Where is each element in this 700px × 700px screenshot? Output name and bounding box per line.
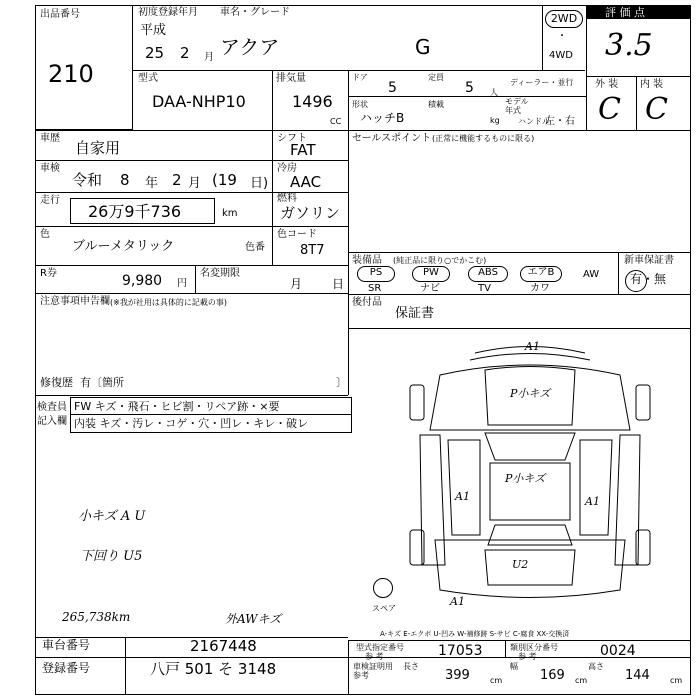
ext-value: C [598,92,621,127]
height-label: 高さ [588,662,604,671]
score-divider-h [586,76,691,77]
hand-note-1: 小キズ A U [78,509,146,524]
designation-divider [505,640,506,657]
color-label: 色 [40,229,50,240]
score-label: 評 価 点 [605,6,645,19]
model-label: 車名・グレード [220,7,290,18]
left-block-divider [272,130,273,265]
dealer-label: ディーラー・並行 [510,78,574,87]
notes-bottom [35,395,348,396]
equip-airbag: エアB [520,266,562,282]
sales-point-label: セールスポイント [352,133,432,144]
inspection-era: 令和 [72,171,103,189]
inspector-mid [70,414,352,415]
equip-navi: ナビ [420,283,440,294]
length-value: 399 [445,668,470,683]
notes-label: 注意事項申告欄 [40,296,110,307]
inspection-bottom [35,192,348,193]
inspection-year-unit: 年 [145,176,159,191]
door-value: 5 [388,80,397,96]
hand-note-2: 下回り U5 [80,549,143,564]
height-unit: cm [670,676,683,685]
ext-label: 外 装 [595,79,619,90]
width-label: 幅 [510,662,518,671]
warranty-value: 有・無 [630,272,667,286]
equip-ps: PS [357,266,395,282]
door-label: ドア [352,73,368,82]
mileage-unit: km [222,208,238,219]
warranty-divider [618,252,619,294]
reg-era: 平成 [140,23,167,38]
notes-note: (※我が社用は具体的に記載の事) [110,298,227,307]
int-label: 内 装 [640,79,664,90]
color-num-label: 色番 [245,242,265,253]
equip-pw: PW [412,266,450,282]
name-change-day: 日 [332,277,345,291]
color-code: 8T7 [300,243,325,258]
plate-value: 八戸 501 そ 3148 [150,660,277,678]
warranty-circle [625,270,647,292]
repair-label: 修復歴 [40,376,73,389]
aircon-label: 冷房 [277,163,297,174]
equipment-note: (純正品に限り○でかこむ) [393,256,487,265]
drive-divider [542,5,543,70]
dims-label: 車検証明用 参考 [353,662,393,680]
score-value: 3.5 [605,28,653,63]
inspection-day-unit: 日) [250,176,269,191]
cond-divider [636,76,637,130]
history-value: 自家用 [75,139,121,157]
recycle-unit: 円 [177,278,187,289]
model-year-label: モデル 年式 [505,97,529,115]
repair-value: 有〔箇所 [80,376,124,389]
inspector-label-1: 検査員 [37,402,67,413]
name-change-month: 月 [290,277,303,291]
equipment-bottom [348,294,691,295]
equip-aw: AW [583,269,600,280]
inspection-label: 車検 [40,163,60,174]
cc-value: 1496 [292,92,333,111]
map-hood-note: P小キズ [510,387,551,400]
model-grade: G [415,35,431,59]
map-front-note: A1 [525,340,540,353]
recycle-value: 9,980 [122,273,163,289]
damage-legend: A-キズ E-エクボ U-凹み W-補修跡 S-サビ C-腐食 XX-交換済 [380,630,570,638]
mileage-bottom [35,226,348,227]
map-right-note: A1 [585,495,600,508]
drive-dot: ・ [557,31,567,42]
capacity-value: 5 [465,80,474,96]
chassis-divider [125,637,126,695]
type-divider [272,70,273,130]
category-value: 0024 [600,643,636,659]
reg-year-label: 初度登録年月 [138,7,198,18]
cc-unit: CC [330,117,342,126]
history-label: 車歴 [40,133,60,144]
inspection-day: (19 [212,171,237,189]
mileage-box [70,198,215,224]
load-unit: kg [490,116,500,125]
repair-close: 〕 [336,376,347,389]
int-value: C [645,92,668,127]
shape-value: ハッチB [360,111,405,125]
mileage-value: 26万9千736 [88,202,182,221]
reg-year: 25 [145,44,165,62]
fuel-value: ガソリン [280,204,341,222]
inspector-row-1: FW キズ・飛石・ヒビ割・リペア跡・×要 [74,400,280,413]
row2-mid [348,96,586,97]
inspection-year: 8 [120,171,130,189]
hand-note-4: 外AWキズ [225,612,282,626]
row2-bottom [35,130,691,131]
row1-divider [133,70,585,71]
drive-2wd: 2WD [545,10,583,28]
width-value: 169 [540,668,565,683]
category-label: 類別区分番号 [510,643,558,652]
lot-number: 210 [48,60,94,88]
mileage-label: 走行 [40,195,60,206]
equipment-label: 装備品 [352,255,382,266]
type-value: DAA-NHP10 [152,92,246,111]
attach-bottom [348,328,691,329]
equip-sr: SR [368,283,382,294]
lot-label: 出品番号 [40,9,80,20]
fuel-label: 燃料 [277,193,297,204]
hand-note-3: 265,738km [62,610,131,624]
warranty-label: 新車保証書 [624,255,674,266]
spare-label: スペア [372,604,396,613]
inspection-month-unit: 月 [188,176,202,191]
equip-tv: TV [478,283,491,294]
cc-label: 排気量 [276,73,306,84]
equip-abs: ABS [468,266,508,282]
handle-value: 左・右 [545,116,575,127]
bottom-left-divider [348,640,349,695]
inspector-row-2: 内装 キズ・汚レ・コゲ・穴・凹レ・キレ・破レ [74,417,309,430]
map-roof-note: P小キズ [505,472,546,485]
designation-value: 17053 [438,643,483,659]
attach-value: 保証書 [395,306,435,321]
designation-top [348,640,691,641]
name-change-label: 名変期限 [200,268,240,279]
chassis-label: 車台番号 [42,638,91,652]
chassis-value: 2167448 [190,637,257,655]
shift-value: FAT [290,141,316,159]
load-label: 積載 [428,100,444,109]
history-bottom [35,160,348,161]
shape-label: 形状 [352,100,368,109]
height-value: 144 [625,668,650,683]
plate-label: 登録番号 [42,661,91,675]
capacity-unit: 人 [490,88,498,97]
aircon-value: AAC [290,173,322,191]
designation-sub: 参 考 [365,652,384,661]
designation-label: 型式指定番号 [356,643,404,652]
inspector-label-2: 記入欄 [37,416,67,427]
width-unit: cm [575,676,588,685]
equip-leather: カワ [530,283,550,294]
chassis-bottom [35,657,691,658]
capacity-label: 定員 [428,73,444,82]
color-bottom [35,265,348,266]
color-value: ブルーメタリック [72,239,175,254]
score-divider [586,5,587,130]
recycle-divider [195,265,196,293]
recycle-label: R券 [40,268,57,279]
cc-divider [348,70,349,130]
map-left-note: A1 [455,490,470,503]
length-label: 長さ [403,662,419,671]
handle-label: ハンドル [518,117,550,126]
model-name: アクア [220,35,280,59]
color-code-label: 色コード [277,229,317,240]
map-rear-note: U2 [512,558,529,571]
drive-4wd: 4WD [549,50,573,61]
length-unit: cm [490,676,503,685]
type-label: 型式 [138,73,158,84]
sales-point-note: (正常に機能するものに限る) [432,134,535,143]
map-bottom-note: A1 [450,595,465,608]
reg-month: 2 [180,44,190,62]
inspection-month: 2 [172,171,182,189]
sales-bottom [348,252,691,253]
attach-label: 後付品 [352,297,382,308]
recycle-bottom [35,293,348,294]
spare-circle [373,578,393,598]
shift-label: シフト [277,133,307,144]
info-vertical [348,130,349,395]
category-sub: 参 考 [518,652,537,661]
reg-month-unit: 月 [204,52,214,63]
